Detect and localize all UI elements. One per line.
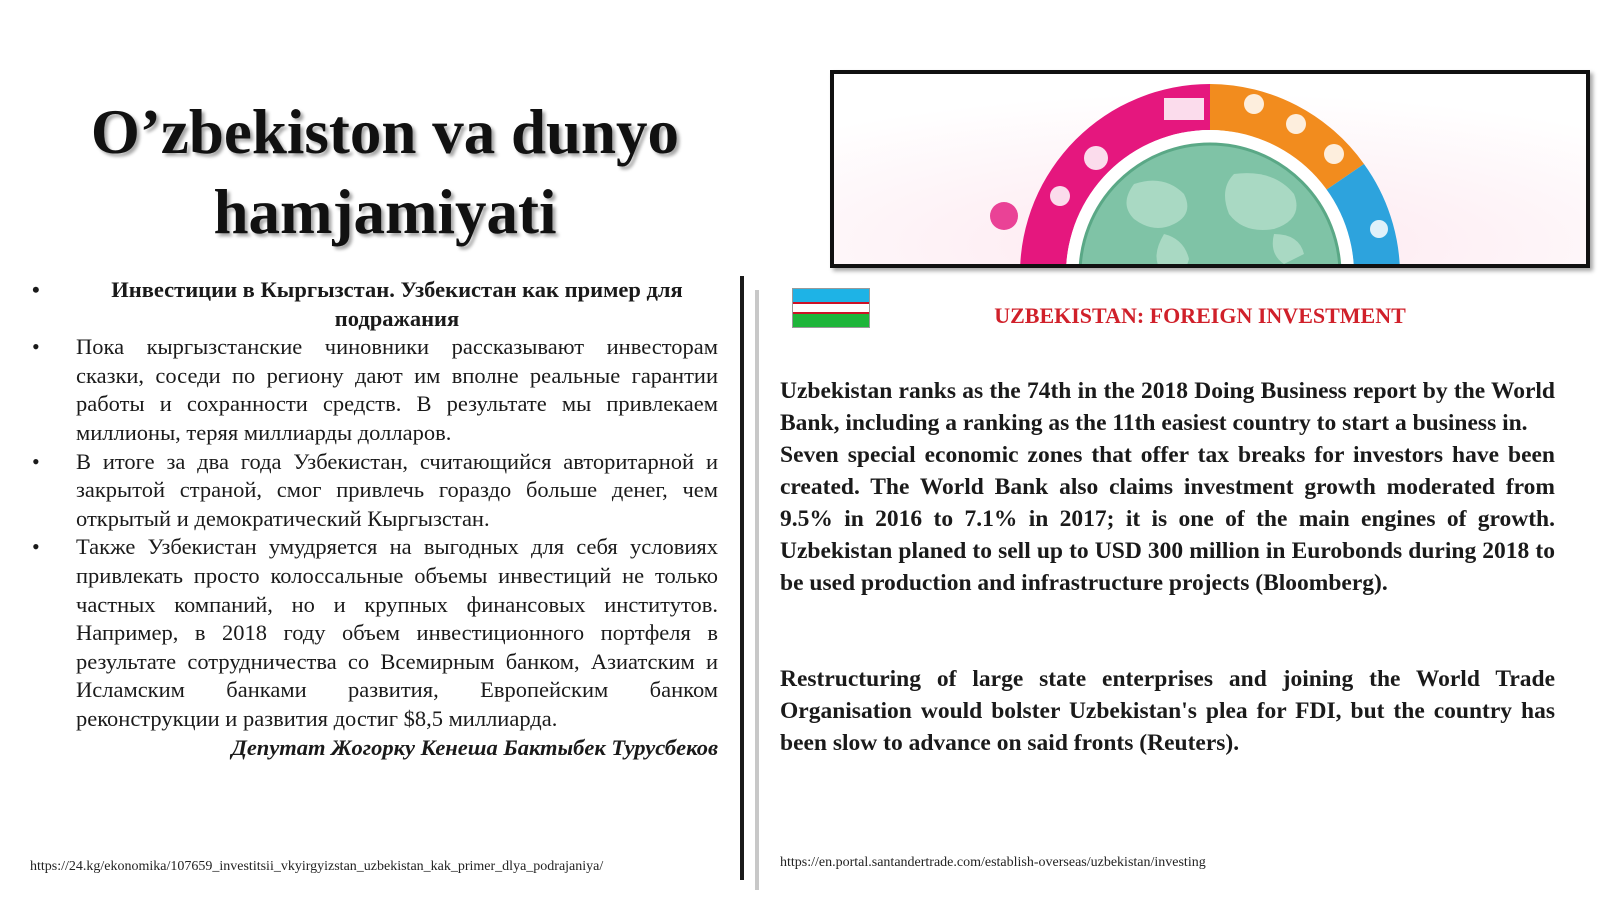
list-item [30, 448, 718, 534]
globe-illustration [834, 74, 1586, 264]
paragraph: Restructuring of large state enterprises and joining the World Trade Organisation would bolster Uzbekistan's plea for FDI, but the country has been slow to advance on said fronts (Reuters). [780, 666, 1555, 756]
right-column-text [780, 375, 1555, 759]
bullet-list [30, 276, 718, 734]
list-item-text: Также Узбекистан умудряется на выгодных для себя условиях привлекать просто колоссальные объемы инвестиций не только частных компаний, но и крупных финансовых институтов. Например, в 2018 году объем инвестиционного портфеля в результате сотрудничества со Всемирным банком, Азиатским и Исламским банками развития, Европейским банком реконструкции и развития достиг $8,5 миллиарда. [76, 534, 718, 731]
list-item [30, 533, 718, 733]
source-link-right[interactable]: https://en.portal.santandertrade.com/establish-overseas/uzbekistan/investing [780, 855, 1206, 870]
paragraph: Uzbekistan ranks as the 74th in the 2018 Doing Business report by the World Bank, including a ranking as the 11th easiest country to start a business in. [780, 378, 1555, 436]
list-item-text: Инвестиции в Кыргызстан. Узбекистан как пример для подражания [111, 277, 683, 331]
uzbekistan-flag-icon [792, 288, 870, 328]
bullet-icon: • [32, 277, 40, 302]
banner-image [830, 70, 1590, 268]
author-attribution: Депутат Жогорку Кенеша Бактыбек Турусбеков [231, 734, 718, 760]
section-heading: UZBEKISTAN: FOREIGN INVESTMENT [994, 303, 1406, 328]
left-column [30, 276, 718, 762]
column-divider [740, 276, 744, 880]
bullet-icon: • [32, 534, 40, 560]
column-divider-shadow [755, 290, 759, 890]
list-item [30, 333, 718, 447]
list-item-heading [30, 276, 718, 333]
page-title: O’zbekiston va dunyo hamjamiyati [90, 97, 680, 247]
list-item-text: В итоге за два года Узбекистан, считающийся авторитарной и закрытой страной, смог привлечь гораздо больше денег, чем открытый и демократический Кыргызстан. [76, 448, 718, 531]
paragraph: Seven special economic zones that offer tax breaks for investors have been created. The World Bank also claims investment growth moderated from 9.5% in 2016 to 7.1% in 2017; it is one of the main engines of growth. Uzbekistan planed to sell up to USD 300 million in Eurobonds during 2018 to be used production and infrastructure projects (Bloomberg). [780, 442, 1555, 596]
source-link-left[interactable]: https://24.kg/ekonomika/107659_investitsii_vkyirgyizstan_uzbekistan_kak_primer_dlya_podrajaniya/ [30, 859, 604, 874]
list-item-text: Пока кыргызстанские чиновники рассказывают инвесторам сказки, соседи по региону дают им вполне реальные гарантии работы и сохранности средств. В результате мы привлекаем миллионы, теряя миллиарды долларов. [76, 334, 718, 445]
bullet-icon: • [32, 334, 40, 360]
bullet-icon: • [32, 448, 40, 474]
